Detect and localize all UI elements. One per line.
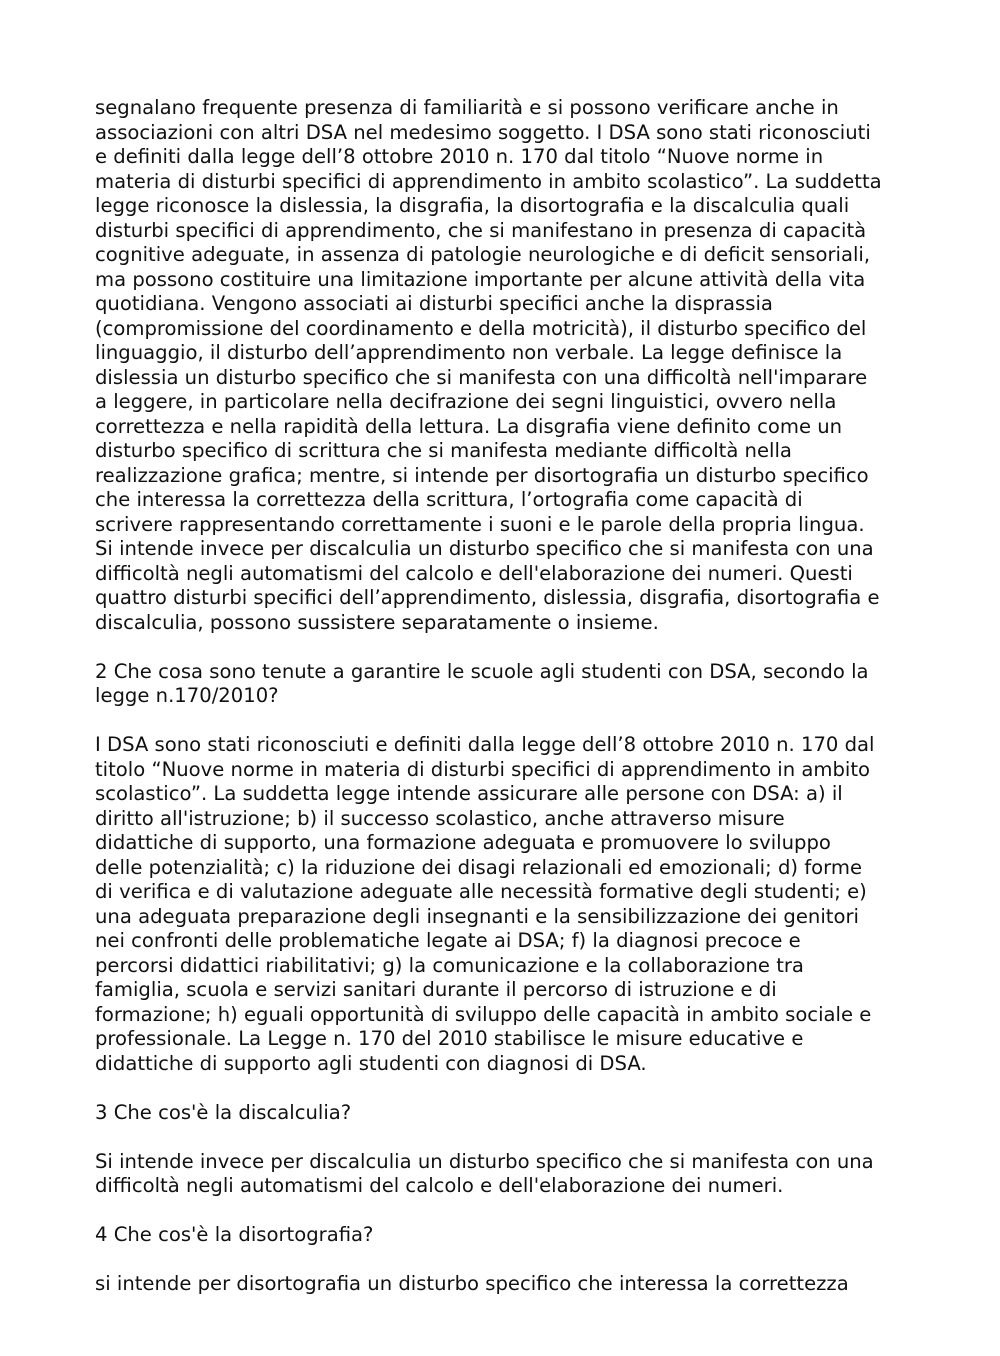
question-line: 4 Che cos'è la disortografia? — [95, 1223, 374, 1246]
text-line: I DSA sono stati riconosciuti e definiti dalla legge dell’8 ottobre 2010 n. 170 dal — [95, 733, 875, 756]
text-line: difficoltà negli automatismi del calcolo e dell'elaborazione dei numeri. Questi — [95, 561, 853, 585]
text-line: realizzazione grafica; mentre, si intende per disortografia un disturbo specifico — [95, 463, 869, 487]
text-line: quotidiana. Vengono associati ai disturbi specifici anche la disprassia — [95, 292, 773, 315]
text-line: e definiti dalla legge dell’8 ottobre 2010 n. 170 dal titolo “Nuove norme in — [95, 145, 824, 168]
intro-paragraph — [95, 96, 907, 635]
text-line: percorsi didattici riabilitativi; g) la comunicazione e la collaborazione tra — [95, 953, 804, 977]
text-line: associazioni con altri DSA nel medesimo soggetto. I DSA sono stati riconosciuti — [95, 120, 871, 144]
answer-2-paragraph — [95, 733, 907, 1076]
text-line: che interessa la correttezza della scrittura, l’ortografia come capacità di — [95, 488, 803, 511]
text-line: formazione; h) eguali opportunità di sviluppo delle capacità in ambito sociale e — [95, 1002, 872, 1026]
answer-4-paragraph — [95, 1272, 907, 1297]
text-line: materia di disturbi specifici di apprendimento in ambito scolastico”. La suddetta — [95, 169, 882, 193]
text-line: linguaggio, il disturbo dell’apprendimento non verbale. La legge definisce la — [95, 341, 843, 364]
text-line: Si intende invece per discalculia un disturbo specifico che si manifesta con una — [95, 537, 874, 560]
question-line: legge n.170/2010? — [95, 684, 279, 707]
text-line: segnalano frequente presenza di familiarità e si possono verificare anche in — [95, 96, 839, 119]
text-line: scrivere rappresentando correttamente i suoni e le parole della propria lingua. — [95, 512, 865, 536]
text-line: disturbo specifico di scrittura che si manifesta mediante difficoltà nella — [95, 439, 792, 462]
text-line: ma possono costituire una limitazione importante per alcune attività della vita — [95, 267, 866, 291]
text-line: professionale. La Legge n. 170 del 2010 stabilisce le misure educative e — [95, 1027, 804, 1050]
text-line: cognitive adeguate, in assenza di patologie neurologiche e di deficit sensoriali, — [95, 243, 871, 266]
question-4 — [95, 1223, 907, 1248]
text-line: difficoltà negli automatismi del calcolo e dell'elaborazione dei numeri. — [95, 1174, 784, 1197]
text-line: diritto all'istruzione; b) il successo scolastico, anche attraverso misure — [95, 806, 785, 830]
answer-3-paragraph — [95, 1150, 907, 1199]
question-3 — [95, 1101, 907, 1126]
question-line: 3 Che cos'è la discalculia? — [95, 1100, 352, 1124]
text-line: delle potenzialità; c) la riduzione dei disagi relazionali ed emozionali; d) forme — [95, 855, 862, 879]
text-line: didattiche di supporto, una formazione adeguata e promuovere lo sviluppo — [95, 831, 831, 854]
text-line: disturbi specifici di apprendimento, che si manifestano in presenza di capacità — [95, 218, 867, 242]
document-page — [95, 96, 907, 1321]
text-line: titolo “Nuove norme in materia di disturbi specifici di apprendimento in ambito — [95, 757, 871, 781]
text-line: correttezza e nella rapidità della lettura. La disgrafia viene definito come un — [95, 414, 843, 438]
question-line: 2 Che cosa sono tenute a garantire le scuole agli studenti con DSA, secondo la — [95, 659, 869, 683]
text-line: quattro disturbi specifici dell’apprendimento, dislessia, disgrafia, disortografia e — [95, 586, 880, 609]
text-line: didattiche di supporto agli studenti con diagnosi di DSA. — [95, 1051, 647, 1075]
text-line: una adeguata preparazione degli insegnanti e la sensibilizzazione dei genitori — [95, 904, 859, 928]
text-line: si intende per disortografia un disturbo specifico che interessa la correttezza — [95, 1272, 849, 1295]
question-2 — [95, 660, 907, 709]
text-line: (compromissione del coordinamento e della motricità), il disturbo specifico del — [95, 316, 867, 340]
text-line: nei confronti delle problematiche legate ai DSA; f) la diagnosi precoce e — [95, 929, 801, 952]
text-line: famiglia, scuola e servizi sanitari durante il percorso di istruzione e di — [95, 978, 777, 1001]
text-line: discalculia, possono sussistere separatamente o insieme. — [95, 610, 659, 634]
text-line: dislessia un disturbo specifico che si manifesta con una difficoltà nell'imparare — [95, 365, 868, 389]
text-line: Si intende invece per discalculia un disturbo specifico che si manifesta con una — [95, 1149, 874, 1173]
text-line: di verifica e di valutazione adeguate alle necessità formative degli studenti; e) — [95, 880, 867, 903]
text-line: a leggere, in particolare nella decifrazione dei segni linguistici, ovvero nella — [95, 390, 837, 413]
text-line: legge riconosce la dislessia, la disgrafia, la disortografia e la discalculia quali — [95, 194, 850, 217]
text-line: scolastico”. La suddetta legge intende assicurare alle persone con DSA: a) il — [95, 782, 843, 805]
